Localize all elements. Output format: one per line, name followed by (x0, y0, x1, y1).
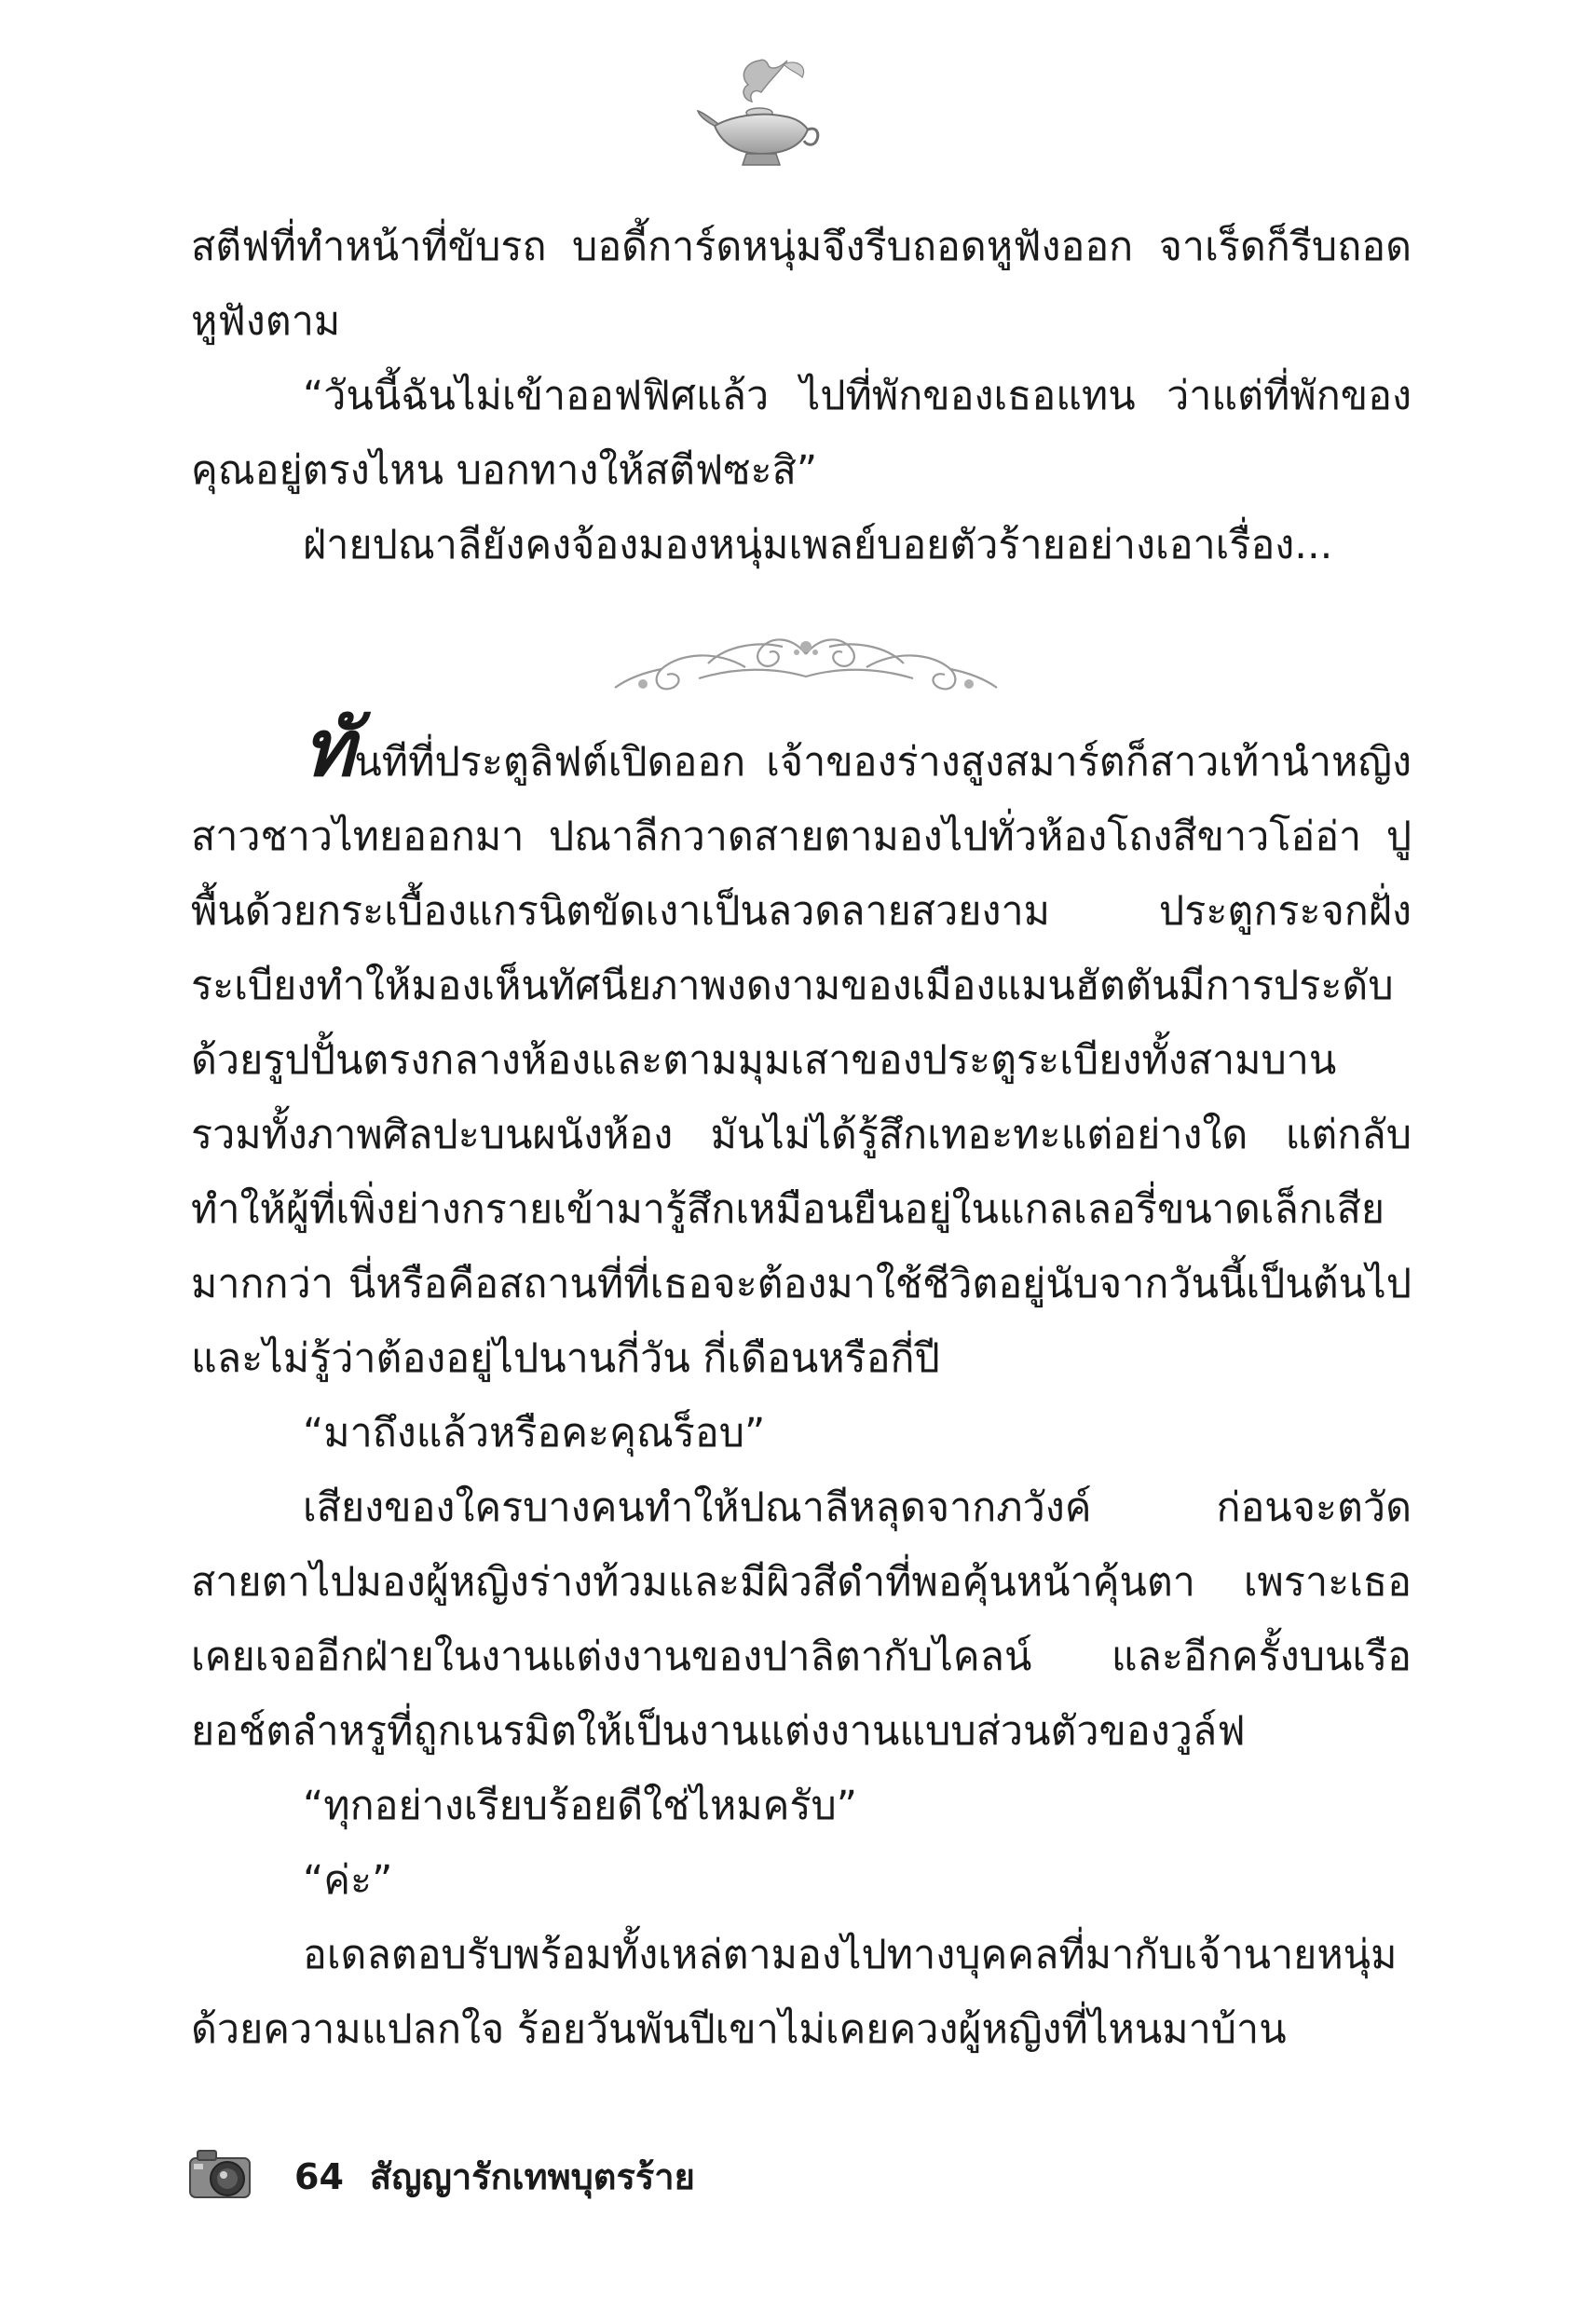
book-title: สัญญารักเทพบุตรร้าย (369, 2156, 695, 2197)
paragraph-opening (191, 702, 1412, 1396)
text-block-top (191, 210, 1412, 582)
page-number: 64 (294, 2156, 344, 2197)
page-footer (184, 2141, 1023, 2216)
paragraph-opening-text: นทีที่ประตูลิฟต์เปิดออก เจ้าของร่างสูงสมาร์ตก็สาวเท้านำหญิงสาวชาวไทยออกมา ปณาลีกวาดสายตามองไปทั่วห้องโถงสีขาวโอ่อ่า ปูพื้นด้วยกระเบื้องแกรนิตขัดเงาเป็นลวดลายสวยงาม ประตูกระจกฝั่งระเบียงทำให้มองเห็นทัศนียภาพงดงามของเมืองแมนฮัตตันมีการประดับด้วยรูปปั้นตรงกลางห้องและตามมุมเสาของประตูระเบียงทั้งสามบาน รวมทั้งภาพศิลปะบนผนังห้อง มันไม่ได้รู้สึกเทอะทะแต่อย่างใด แต่กลับทำให้ผู้ที่เพิ่งย่างกรายเข้ามารู้สึกเหมือนยืนอยู่ในแกลเลอรี่ขนาดเล็กเสียมากกว่า นี่หรือคือสถานที่ที่เธอจะต้องมาใช้ชีวิตอยู่นับจากวันนี้เป็นต้นไป และไม่รู้ว่าต้องอยู่ไปนานกี่วัน กี่เดือนหรือกี่ปี (191, 739, 1412, 1382)
camera-icon (184, 2141, 259, 2207)
text-block-main (191, 702, 1412, 2067)
ornamental-divider-icon (606, 626, 1006, 706)
paragraph: “ค่ะ” (303, 1857, 393, 1904)
paragraph: สตีฟที่ทำหน้าที่ขับรถ บอดี้การ์ดหนุ่มจึงรีบถอดหูฟังออก จาเร็ดก็รีบถอดหูฟังตาม (191, 224, 1412, 345)
paragraph: “ทุกอย่างเรียบร้อยดีใช่ไหมครับ” (303, 1783, 858, 1829)
paragraph: “วันนี้ฉันไม่เข้าออฟฟิศแล้ว ไปที่พักของเธอแทน ว่าแต่ที่พักของคุณอยู่ตรงไหน บอกทางให้สตีฟซะสิ” (191, 373, 1412, 494)
paragraph: ฝ่ายปณาลียังคงจ้องมองหนุ่มเพลย์บอยตัวร้ายอย่างเอาเรื่อง... (303, 522, 1333, 568)
genie-lamp-icon (694, 51, 825, 172)
drop-cap: ทั (303, 702, 355, 794)
paragraph: อเดลตอบรับพร้อมทั้งเหล่ตามองไปทางบุคคลที่มากับเจ้านายหนุ่มด้วยความแปลกใจ ร้อยวันพันปีเขาไม่เคยควงผู้หญิงที่ไหนมาบ้าน (191, 1932, 1398, 2053)
paragraph: เสียงของใครบางคนทำให้ปณาลีหลุดจากภวังค์ ก่อนจะตวัดสายตาไปมองผู้หญิงร่างท้วมและมีผิวสีดำที่พอคุ้นหน้าคุ้นตา เพราะเธอเคยเจออีกฝ่ายในงานแต่งงานของปาลิตากับไคลน์ และอีกครั้งบนเรือยอช์ตลำหรูที่ถูกเนรมิตให้เป็นงานแต่งงานแบบส่วนตัวของวูล์ฟ (191, 1484, 1412, 1755)
footer-text (294, 2149, 695, 2205)
paragraph: “มาถึงแล้วหรือคะคุณร็อบ” (303, 1410, 766, 1456)
